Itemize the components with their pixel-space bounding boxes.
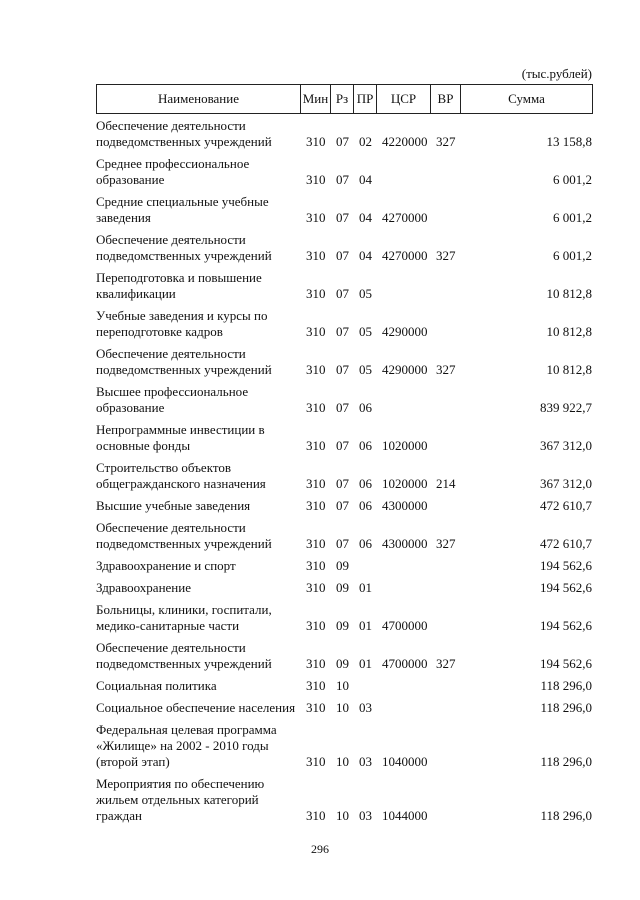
row-min: 310 [306, 438, 326, 453]
row-name: Больницы, клиники, госпитали, медико-санитарные части [96, 602, 272, 633]
table-header [96, 84, 593, 114]
row-rz: 07 [336, 362, 349, 377]
table-row [96, 580, 592, 596]
table-row [96, 270, 592, 302]
row-rz: 07 [336, 134, 349, 149]
row-min: 310 [306, 498, 326, 513]
table-row [96, 498, 592, 514]
header-name: Наименование [97, 85, 301, 114]
row-min: 310 [306, 678, 326, 693]
row-rz: 07 [336, 476, 349, 491]
row-min: 310 [306, 324, 326, 339]
row-name: Учебные заведения и курсы по переподготовке кадров [96, 308, 268, 339]
row-csr: 4700000 [382, 656, 428, 671]
row-vr: 327 [436, 134, 456, 149]
row-vr: 327 [436, 248, 456, 263]
row-sum: 118 296,0 [540, 678, 592, 693]
row-sum: 13 158,8 [546, 134, 592, 149]
header-rz: Рз [331, 85, 354, 114]
header-csr: ЦСР [377, 85, 431, 114]
row-csr: 4700000 [382, 618, 428, 633]
table-row [96, 700, 592, 716]
row-name: Здравоохранение [96, 580, 191, 595]
row-csr: 1020000 [382, 476, 428, 491]
table-row [96, 194, 592, 226]
row-pr: 03 [359, 808, 372, 823]
row-sum: 10 812,8 [546, 324, 592, 339]
row-pr: 01 [359, 656, 372, 671]
table-row [96, 722, 592, 770]
row-sum: 10 812,8 [546, 286, 592, 301]
table-row [96, 422, 592, 454]
row-sum: 6 001,2 [553, 210, 592, 225]
row-sum: 6 001,2 [553, 248, 592, 263]
row-csr: 4300000 [382, 498, 428, 513]
row-min: 310 [306, 286, 326, 301]
row-vr: 327 [436, 656, 456, 671]
row-sum: 118 296,0 [540, 808, 592, 823]
row-name: Мероприятия по обеспечению жильем отдельных категорий граждан [96, 776, 265, 823]
row-pr: 05 [359, 286, 372, 301]
row-min: 310 [306, 656, 326, 671]
row-min: 310 [306, 536, 326, 551]
header-pr: ПР [354, 85, 377, 114]
row-pr: 03 [359, 754, 372, 769]
row-rz: 10 [336, 808, 349, 823]
row-pr: 04 [359, 248, 372, 263]
row-vr: 214 [436, 476, 456, 491]
row-pr: 01 [359, 580, 372, 595]
row-csr: 4270000 [382, 248, 428, 263]
row-name: Высшее профессиональное образование [96, 384, 249, 415]
row-pr: 06 [359, 400, 372, 415]
row-rz: 07 [336, 438, 349, 453]
row-rz: 09 [336, 618, 349, 633]
row-name: Обеспечение деятельности подведомственных учреждений [96, 640, 272, 671]
row-name: Обеспечение деятельности подведомственных учреждений [96, 118, 272, 149]
row-min: 310 [306, 400, 326, 415]
row-rz: 07 [336, 324, 349, 339]
row-min: 310 [306, 618, 326, 633]
table-row [96, 346, 592, 378]
row-csr: 4270000 [382, 210, 428, 225]
row-min: 310 [306, 476, 326, 491]
row-rz: 09 [336, 558, 349, 573]
row-rz: 09 [336, 580, 349, 595]
page-number: 296 [311, 842, 329, 856]
table-row [96, 308, 592, 340]
row-rz: 10 [336, 678, 349, 693]
row-rz: 10 [336, 700, 349, 715]
row-name: Обеспечение деятельности подведомственных учреждений [96, 232, 272, 263]
header-sum: Сумма [461, 85, 593, 114]
row-pr: 04 [359, 210, 372, 225]
row-rz: 09 [336, 656, 349, 671]
table-row [96, 558, 592, 574]
row-pr: 05 [359, 324, 372, 339]
row-sum: 194 562,6 [540, 558, 592, 573]
row-sum: 367 312,0 [540, 476, 592, 491]
row-sum: 472 610,7 [540, 536, 592, 551]
row-csr: 4290000 [382, 362, 428, 377]
table-row [96, 678, 592, 694]
row-csr: 1044000 [382, 808, 428, 823]
row-pr: 05 [359, 362, 372, 377]
units-note: (тыс.рублей) [521, 66, 592, 81]
row-min: 310 [306, 700, 326, 715]
table-row [96, 776, 592, 824]
row-name: Среднее профессиональное образование [96, 156, 250, 187]
row-vr: 327 [436, 362, 456, 377]
row-pr: 02 [359, 134, 372, 149]
row-sum: 839 922,7 [540, 400, 592, 415]
row-sum: 194 562,6 [540, 580, 592, 595]
row-name: Переподготовка и повышение квалификации [96, 270, 262, 301]
row-rz: 07 [336, 210, 349, 225]
row-min: 310 [306, 558, 326, 573]
row-csr: 4220000 [382, 134, 428, 149]
row-rz: 07 [336, 172, 349, 187]
row-name: Социальное обеспечение населения [96, 700, 296, 715]
table-row [96, 640, 592, 672]
row-sum: 194 562,6 [540, 656, 592, 671]
table-row [96, 384, 592, 416]
row-sum: 118 296,0 [540, 700, 592, 715]
row-rz: 07 [336, 536, 349, 551]
row-sum: 10 812,8 [546, 362, 592, 377]
row-csr: 1020000 [382, 438, 428, 453]
table-row [96, 156, 592, 188]
table-row [96, 460, 592, 492]
row-min: 310 [306, 754, 326, 769]
row-pr: 06 [359, 536, 372, 551]
row-pr: 06 [359, 498, 372, 513]
row-name: Социальная политика [96, 678, 217, 693]
row-sum: 194 562,6 [540, 618, 592, 633]
row-sum: 118 296,0 [540, 754, 592, 769]
row-rz: 07 [336, 498, 349, 513]
row-name: Высшие учебные заведения [96, 498, 251, 513]
row-min: 310 [306, 134, 326, 149]
row-rz: 07 [336, 400, 349, 415]
table-row [96, 602, 592, 634]
row-name: Непрограммные инвестиции в основные фонды [96, 422, 265, 453]
row-pr: 01 [359, 618, 372, 633]
row-name: Строительство объектов общегражданского назначения [96, 460, 266, 491]
row-rz: 07 [336, 248, 349, 263]
table-row [96, 118, 592, 150]
table-row [96, 520, 592, 552]
row-name: Обеспечение деятельности подведомственных учреждений [96, 346, 272, 377]
row-min: 310 [306, 362, 326, 377]
row-pr: 03 [359, 700, 372, 715]
table-body [96, 118, 592, 830]
row-pr: 06 [359, 438, 372, 453]
row-rz: 10 [336, 754, 349, 769]
row-min: 310 [306, 172, 326, 187]
row-pr: 06 [359, 476, 372, 491]
header-vr: ВР [431, 85, 461, 114]
row-csr: 1040000 [382, 754, 428, 769]
row-pr: 04 [359, 172, 372, 187]
row-name: Здравоохранение и спорт [96, 558, 236, 573]
header-min: Мин [301, 85, 331, 114]
row-csr: 4290000 [382, 324, 428, 339]
row-sum: 472 610,7 [540, 498, 592, 513]
row-name: Федеральная целевая программа «Жилище» на 2002 - 2010 годы (второй этап) [96, 722, 277, 769]
row-sum: 367 312,0 [540, 438, 592, 453]
row-vr: 327 [436, 536, 456, 551]
row-min: 310 [306, 808, 326, 823]
row-rz: 07 [336, 286, 349, 301]
row-min: 310 [306, 580, 326, 595]
row-sum: 6 001,2 [553, 172, 592, 187]
row-min: 310 [306, 210, 326, 225]
row-csr: 4300000 [382, 536, 428, 551]
row-min: 310 [306, 248, 326, 263]
row-name: Средние специальные учебные заведения [96, 194, 269, 225]
table-row [96, 232, 592, 264]
row-name: Обеспечение деятельности подведомственных учреждений [96, 520, 272, 551]
